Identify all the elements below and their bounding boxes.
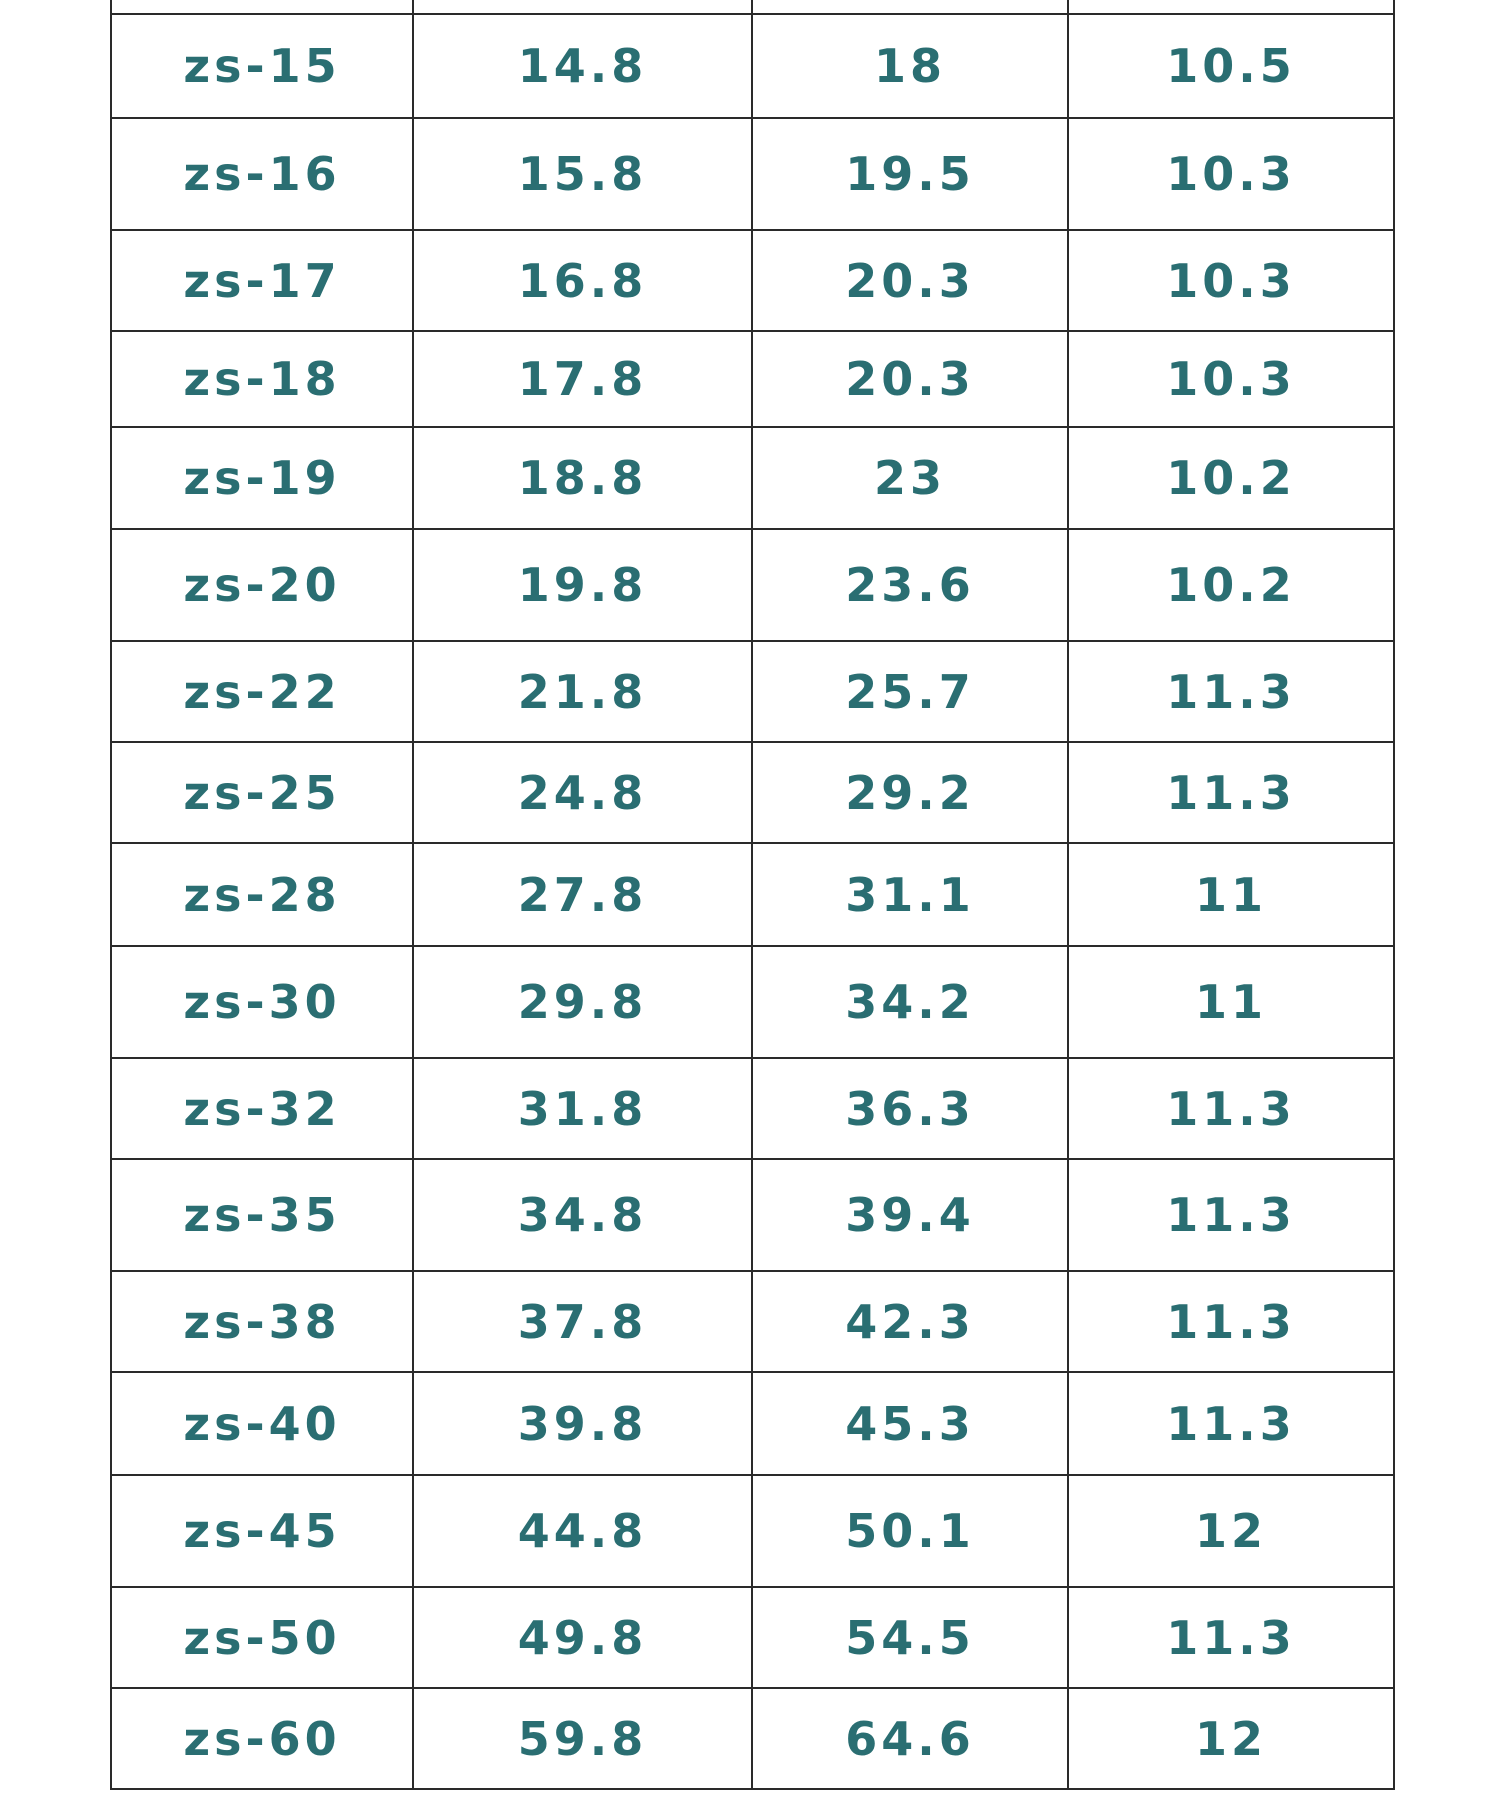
table-cell-col-2: 15.8 (413, 118, 752, 230)
table-cell-col-2: 29.8 (413, 946, 752, 1058)
table-cell-model: zs-45 (111, 1475, 413, 1587)
table-cell-col-3: 34.2 (752, 946, 1068, 1058)
table-cell-col-3: 31.1 (752, 843, 1068, 946)
table-cell-col-3: 39.4 (752, 1159, 1068, 1271)
table-cell-col-4: 10.3 (1068, 118, 1394, 230)
table-cell-partial (752, 0, 1068, 14)
table-cell-model: zs-32 (111, 1058, 413, 1159)
table-row (111, 1688, 1394, 1789)
table-cell-col-4: 11 (1068, 946, 1394, 1058)
table-cell-col-4: 11 (1068, 843, 1394, 946)
table-cell-model: zs-20 (111, 529, 413, 641)
table-cell-col-4: 10.3 (1068, 331, 1394, 427)
table-cell-model: zs-50 (111, 1587, 413, 1688)
table-row (111, 230, 1394, 331)
table-cell-col-4: 11.3 (1068, 1271, 1394, 1372)
table-cell-col-2: 21.8 (413, 641, 752, 742)
table-cell-col-2: 14.8 (413, 14, 752, 118)
table-cell-partial (111, 0, 413, 14)
table-row (111, 946, 1394, 1058)
table-cell-partial (1068, 0, 1394, 14)
spec-table-body (111, 0, 1394, 1789)
table-cell-model: zs-28 (111, 843, 413, 946)
table-cell-col-4: 10.5 (1068, 14, 1394, 118)
table-row (111, 742, 1394, 843)
table-cell-col-3: 23 (752, 427, 1068, 529)
table-cell-col-4: 10.2 (1068, 427, 1394, 529)
table-cell-col-3: 45.3 (752, 1372, 1068, 1475)
table-row (111, 641, 1394, 742)
spec-table (110, 0, 1395, 1790)
table-cell-model: zs-19 (111, 427, 413, 529)
table-cell-col-3: 54.5 (752, 1587, 1068, 1688)
table-cell-partial (413, 0, 752, 14)
table-row-partial (111, 0, 1394, 14)
table-cell-col-3: 29.2 (752, 742, 1068, 843)
table-cell-model: zs-30 (111, 946, 413, 1058)
table-cell-model: zs-60 (111, 1688, 413, 1789)
table-cell-col-4: 12 (1068, 1475, 1394, 1587)
table-cell-col-2: 31.8 (413, 1058, 752, 1159)
table-row (111, 427, 1394, 529)
table-cell-col-2: 44.8 (413, 1475, 752, 1587)
table-row (111, 331, 1394, 427)
table-row (111, 529, 1394, 641)
table-cell-col-4: 10.3 (1068, 230, 1394, 331)
table-cell-col-3: 20.3 (752, 331, 1068, 427)
table-cell-col-2: 39.8 (413, 1372, 752, 1475)
table-cell-col-4: 11.3 (1068, 1587, 1394, 1688)
table-cell-col-3: 20.3 (752, 230, 1068, 331)
table-cell-col-4: 11.3 (1068, 1372, 1394, 1475)
table-cell-col-2: 59.8 (413, 1688, 752, 1789)
table-cell-col-3: 18 (752, 14, 1068, 118)
table-cell-col-3: 23.6 (752, 529, 1068, 641)
table-row (111, 1159, 1394, 1271)
table-cell-col-4: 11.3 (1068, 641, 1394, 742)
table-cell-col-3: 50.1 (752, 1475, 1068, 1587)
table-cell-col-2: 17.8 (413, 331, 752, 427)
table-row (111, 1372, 1394, 1475)
table-cell-col-2: 19.8 (413, 529, 752, 641)
table-row (111, 1058, 1394, 1159)
table-cell-col-2: 37.8 (413, 1271, 752, 1372)
table-cell-model: zs-22 (111, 641, 413, 742)
table-cell-model: zs-15 (111, 14, 413, 118)
table-cell-col-3: 19.5 (752, 118, 1068, 230)
table-row (111, 1271, 1394, 1372)
table-cell-col-3: 42.3 (752, 1271, 1068, 1372)
table-cell-col-3: 64.6 (752, 1688, 1068, 1789)
table-cell-model: zs-18 (111, 331, 413, 427)
table-cell-col-4: 10.2 (1068, 529, 1394, 641)
table-row (111, 843, 1394, 946)
table-cell-col-4: 12 (1068, 1688, 1394, 1789)
table-row (111, 118, 1394, 230)
table-cell-model: zs-17 (111, 230, 413, 331)
table-cell-col-4: 11.3 (1068, 1058, 1394, 1159)
table-cell-model: zs-35 (111, 1159, 413, 1271)
table-cell-col-3: 36.3 (752, 1058, 1068, 1159)
table-row (111, 1475, 1394, 1587)
table-cell-col-2: 16.8 (413, 230, 752, 331)
table-cell-col-2: 34.8 (413, 1159, 752, 1271)
table-cell-col-2: 49.8 (413, 1587, 752, 1688)
table-cell-col-2: 27.8 (413, 843, 752, 946)
table-cell-model: zs-38 (111, 1271, 413, 1372)
table-cell-col-4: 11.3 (1068, 1159, 1394, 1271)
table-cell-model: zs-40 (111, 1372, 413, 1475)
table-cell-col-4: 11.3 (1068, 742, 1394, 843)
table-cell-model: zs-16 (111, 118, 413, 230)
table-cell-col-2: 18.8 (413, 427, 752, 529)
table-cell-model: zs-25 (111, 742, 413, 843)
table-row (111, 1587, 1394, 1688)
table-cell-col-2: 24.8 (413, 742, 752, 843)
table-row (111, 14, 1394, 118)
table-cell-col-3: 25.7 (752, 641, 1068, 742)
